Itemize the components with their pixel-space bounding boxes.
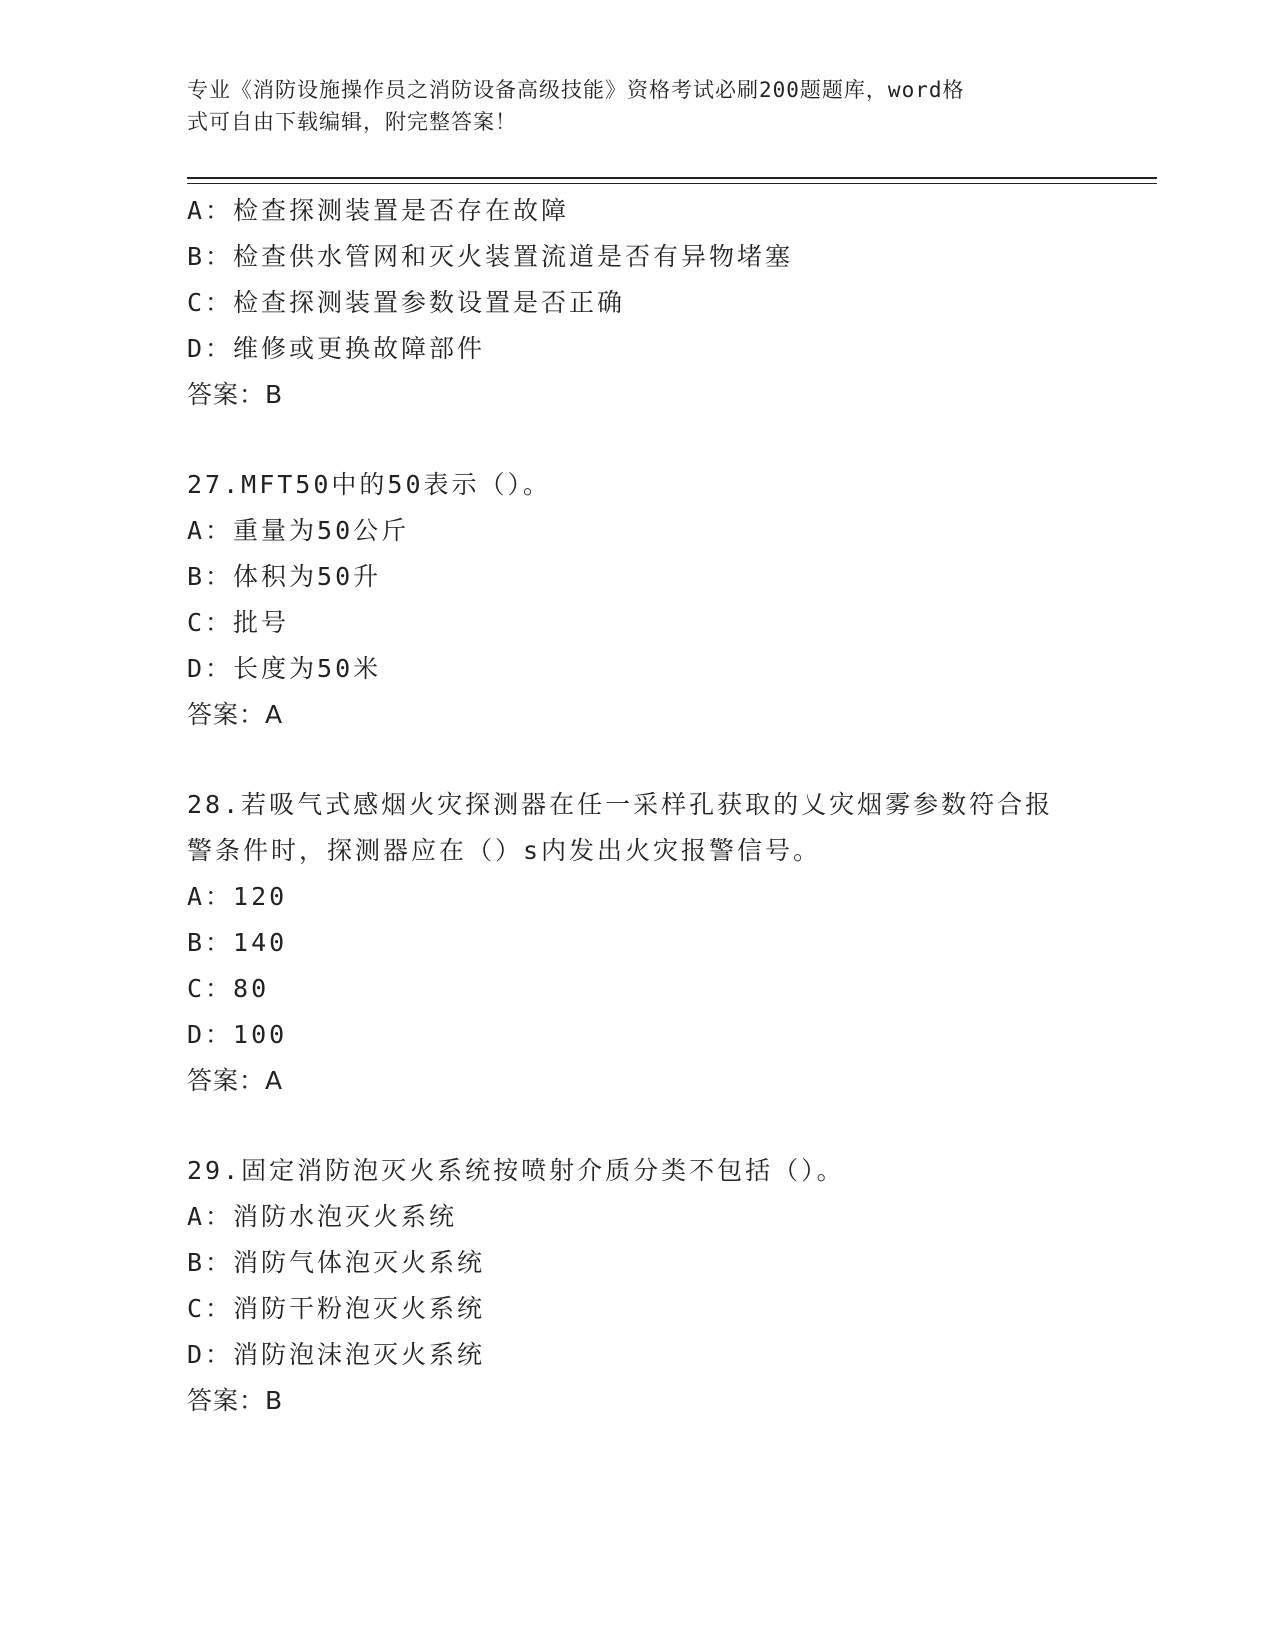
option-b: B：检查供水管网和灭火装置流道是否有异物堵塞 xyxy=(187,242,794,271)
option-d: D：长度为50米 xyxy=(187,654,382,683)
answer: 答案：B xyxy=(187,380,284,409)
answer: 答案：A xyxy=(187,700,284,729)
option-c: C：批号 xyxy=(187,608,290,637)
option-c: C：80 xyxy=(187,974,270,1003)
option-d: D：100 xyxy=(187,1020,288,1049)
option-c: C：检查探测装置参数设置是否正确 xyxy=(187,288,626,317)
spacer xyxy=(187,418,1117,462)
option-a: A：消防水泡灭火系统 xyxy=(187,1202,458,1231)
header-line-2: 式可自由下载编辑，附完整答案！ xyxy=(187,110,517,134)
spacer xyxy=(187,1104,1117,1148)
option-a: A：重量为50公斤 xyxy=(187,516,410,545)
header-line-1: 专业《消防设施操作员之消防设备高级技能》资格考试必刷200题题库，word格 xyxy=(187,78,965,102)
question-list xyxy=(187,188,1117,1424)
header-divider-thick xyxy=(187,177,1157,179)
header-divider-thin xyxy=(187,183,1157,184)
question-28 xyxy=(187,782,1117,1104)
answer: 答案：B xyxy=(187,1386,284,1415)
option-d: D：消防泡沫泡灭火系统 xyxy=(187,1340,486,1369)
answer: 答案：A xyxy=(187,1066,284,1095)
option-b: B：体积为50升 xyxy=(187,562,382,591)
option-b: B：消防气体泡灭火系统 xyxy=(187,1248,486,1277)
question-stem-line-2: 警条件时，探测器应在（）s内发出火灾报警信号。 xyxy=(187,836,822,865)
document-header xyxy=(187,74,1067,138)
question-29 xyxy=(187,1148,1117,1424)
spacer xyxy=(187,738,1117,782)
option-d: D：维修或更换故障部件 xyxy=(187,334,486,363)
question-stem-line-1: 28.若吸气式感烟火灾探测器在任一采样孔获取的乂灾烟雾参数符合报 xyxy=(187,790,1054,819)
question-stem: 27.MFT50中的50表示（）。 xyxy=(187,470,552,499)
option-c: C：消防干粉泡灭火系统 xyxy=(187,1294,486,1323)
option-b: B：140 xyxy=(187,928,288,957)
question-stem: 29.固定消防泡灭火系统按喷射介质分类不包括（）。 xyxy=(187,1156,845,1185)
question-26-continued xyxy=(187,188,1117,418)
question-27 xyxy=(187,462,1117,738)
option-a: A：检查探测装置是否存在故障 xyxy=(187,196,570,225)
option-a: A：120 xyxy=(187,882,288,911)
